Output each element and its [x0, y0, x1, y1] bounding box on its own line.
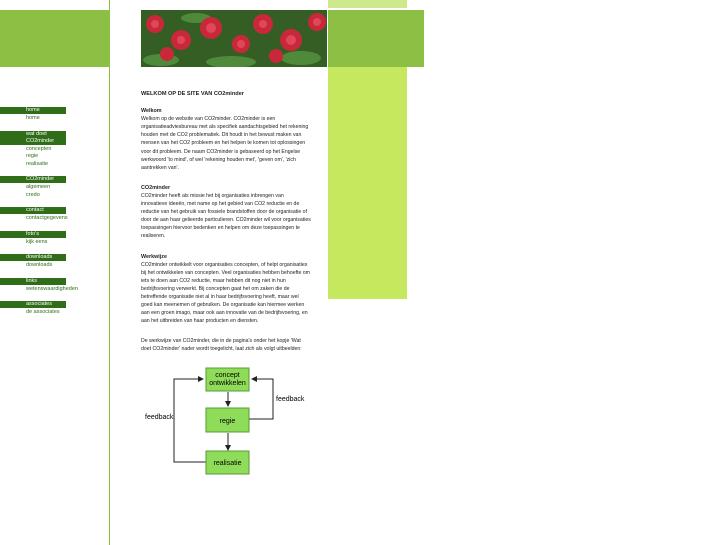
box3-label: realisatie — [213, 460, 242, 467]
nav-heading[interactable]: contact — [0, 207, 66, 214]
nav-link[interactable]: regie — [26, 153, 39, 159]
nav-heading[interactable]: downloads — [0, 254, 66, 261]
feedback-label-right: feedback — [276, 396, 305, 403]
section-text: Welkom op de website van CO2minder. CO2minder is een organisatieadviesbureau met als specifiek aandachtsgebied het rekening houden met de CO2 problematiek. Dit houdt in het bewust maken van mensen van het CO2 probleem en het helpen te komen tot oplossingen voor dit probleem. De naam CO2minder is gebaseerd op het Engelse werkwoord 'to mind', of wel 'rekening houden met', 'geven om', 'zich aantrekken van'. — [141, 116, 309, 171]
section-text: De werkwijze van CO2minder, die in de pagina's onder het kopje 'Wat doet CO2minder' nader wordt toegelicht, laat zich als volgt uitbeelden: — [141, 338, 302, 353]
nav-group — [0, 176, 80, 199]
right-column-block — [328, 67, 407, 299]
box-regie — [206, 408, 249, 432]
nav-heading[interactable]: associates — [0, 301, 66, 308]
nav-link[interactable]: downloads — [26, 262, 53, 268]
nav-link[interactable]: contactgegevens — [26, 215, 68, 221]
nav-group — [0, 207, 80, 223]
nav-group — [0, 107, 80, 123]
header-block-left — [0, 10, 109, 67]
nav-link[interactable]: realisatie — [26, 160, 49, 167]
nav-group — [0, 131, 80, 169]
nav-link[interactable]: algemeen — [26, 184, 51, 190]
header-flower-photo — [141, 10, 327, 67]
nav-link[interactable]: concepten — [26, 145, 52, 152]
header-block-right — [328, 10, 424, 67]
nav-group — [0, 254, 80, 270]
section-text: CO2minder heeft als missie het bij organisaties inbrengen van innovatieve ideeën, met name op het gebied van CO2 reductie en de reductie van het gebruik van fossiele brandstoffen door de organisatie of door de aan haar gelieerde particulieren. CO2minder wil voor organisaties toepassingen hiervoor bedenken en helpen om deze toepassingen te realiseren. — [141, 192, 311, 240]
section-heading: CO2minder — [141, 184, 171, 191]
nav-heading[interactable]: foto's — [0, 231, 66, 238]
box1-line2: ontwikkelen — [209, 380, 246, 387]
nav-group — [0, 278, 80, 294]
sidebar-nav — [0, 107, 80, 325]
nav-link[interactable]: credo — [26, 191, 40, 198]
nav-group — [0, 301, 80, 317]
nav-link[interactable]: de associates — [26, 309, 60, 315]
nav-link[interactable]: kijk eens — [26, 238, 48, 245]
nav-heading[interactable]: links — [0, 278, 66, 285]
section-heading: Welkom — [141, 108, 162, 115]
nav-heading[interactable]: home — [0, 107, 66, 114]
section-text: CO2minder ontwikkelt voor organisaties concepten, of helpt organisaties bij het ontwikkelen van concepten. Veel organisaties hebben behoefte om iets te doen aan CO2 reductie, maar hebben dit nog niet in hun bedrijfsvoering verwerkt. Bij concepten gaat het om zaken die de betreffende organisatie niet al in haar bedrijfsvoering heeft, maar wel goed kan meenemen of gebruiken. De organisatie kan hiermee werken aan een groen imago, maar ook aan innovatie van de bedrijfsvoering, en aan het uitbreiden van haar producten en diensten. — [141, 261, 310, 325]
nav-link[interactable]: home — [26, 115, 40, 121]
feedback-label-left: feedback — [145, 414, 174, 421]
nav-heading[interactable]: wat doet CO2minder — [0, 131, 66, 145]
box2-label: regie — [219, 418, 236, 425]
nav-group — [0, 231, 80, 247]
header-strip-right — [328, 0, 407, 8]
box-realisatie — [206, 451, 249, 474]
workflow-diagram — [140, 362, 310, 480]
page-title: WELKOM OP DE SITE VAN CO2minder — [141, 91, 244, 97]
left-divider-line — [109, 0, 110, 545]
nav-heading[interactable]: CO2minder — [0, 176, 66, 183]
box-concept-ontwikkelen — [206, 368, 249, 391]
main-content — [141, 90, 311, 366]
box1-line1: concept — [215, 372, 240, 379]
nav-link[interactable]: wetenswaardigheden — [26, 285, 78, 292]
section-heading: Werkwijze — [141, 253, 167, 260]
